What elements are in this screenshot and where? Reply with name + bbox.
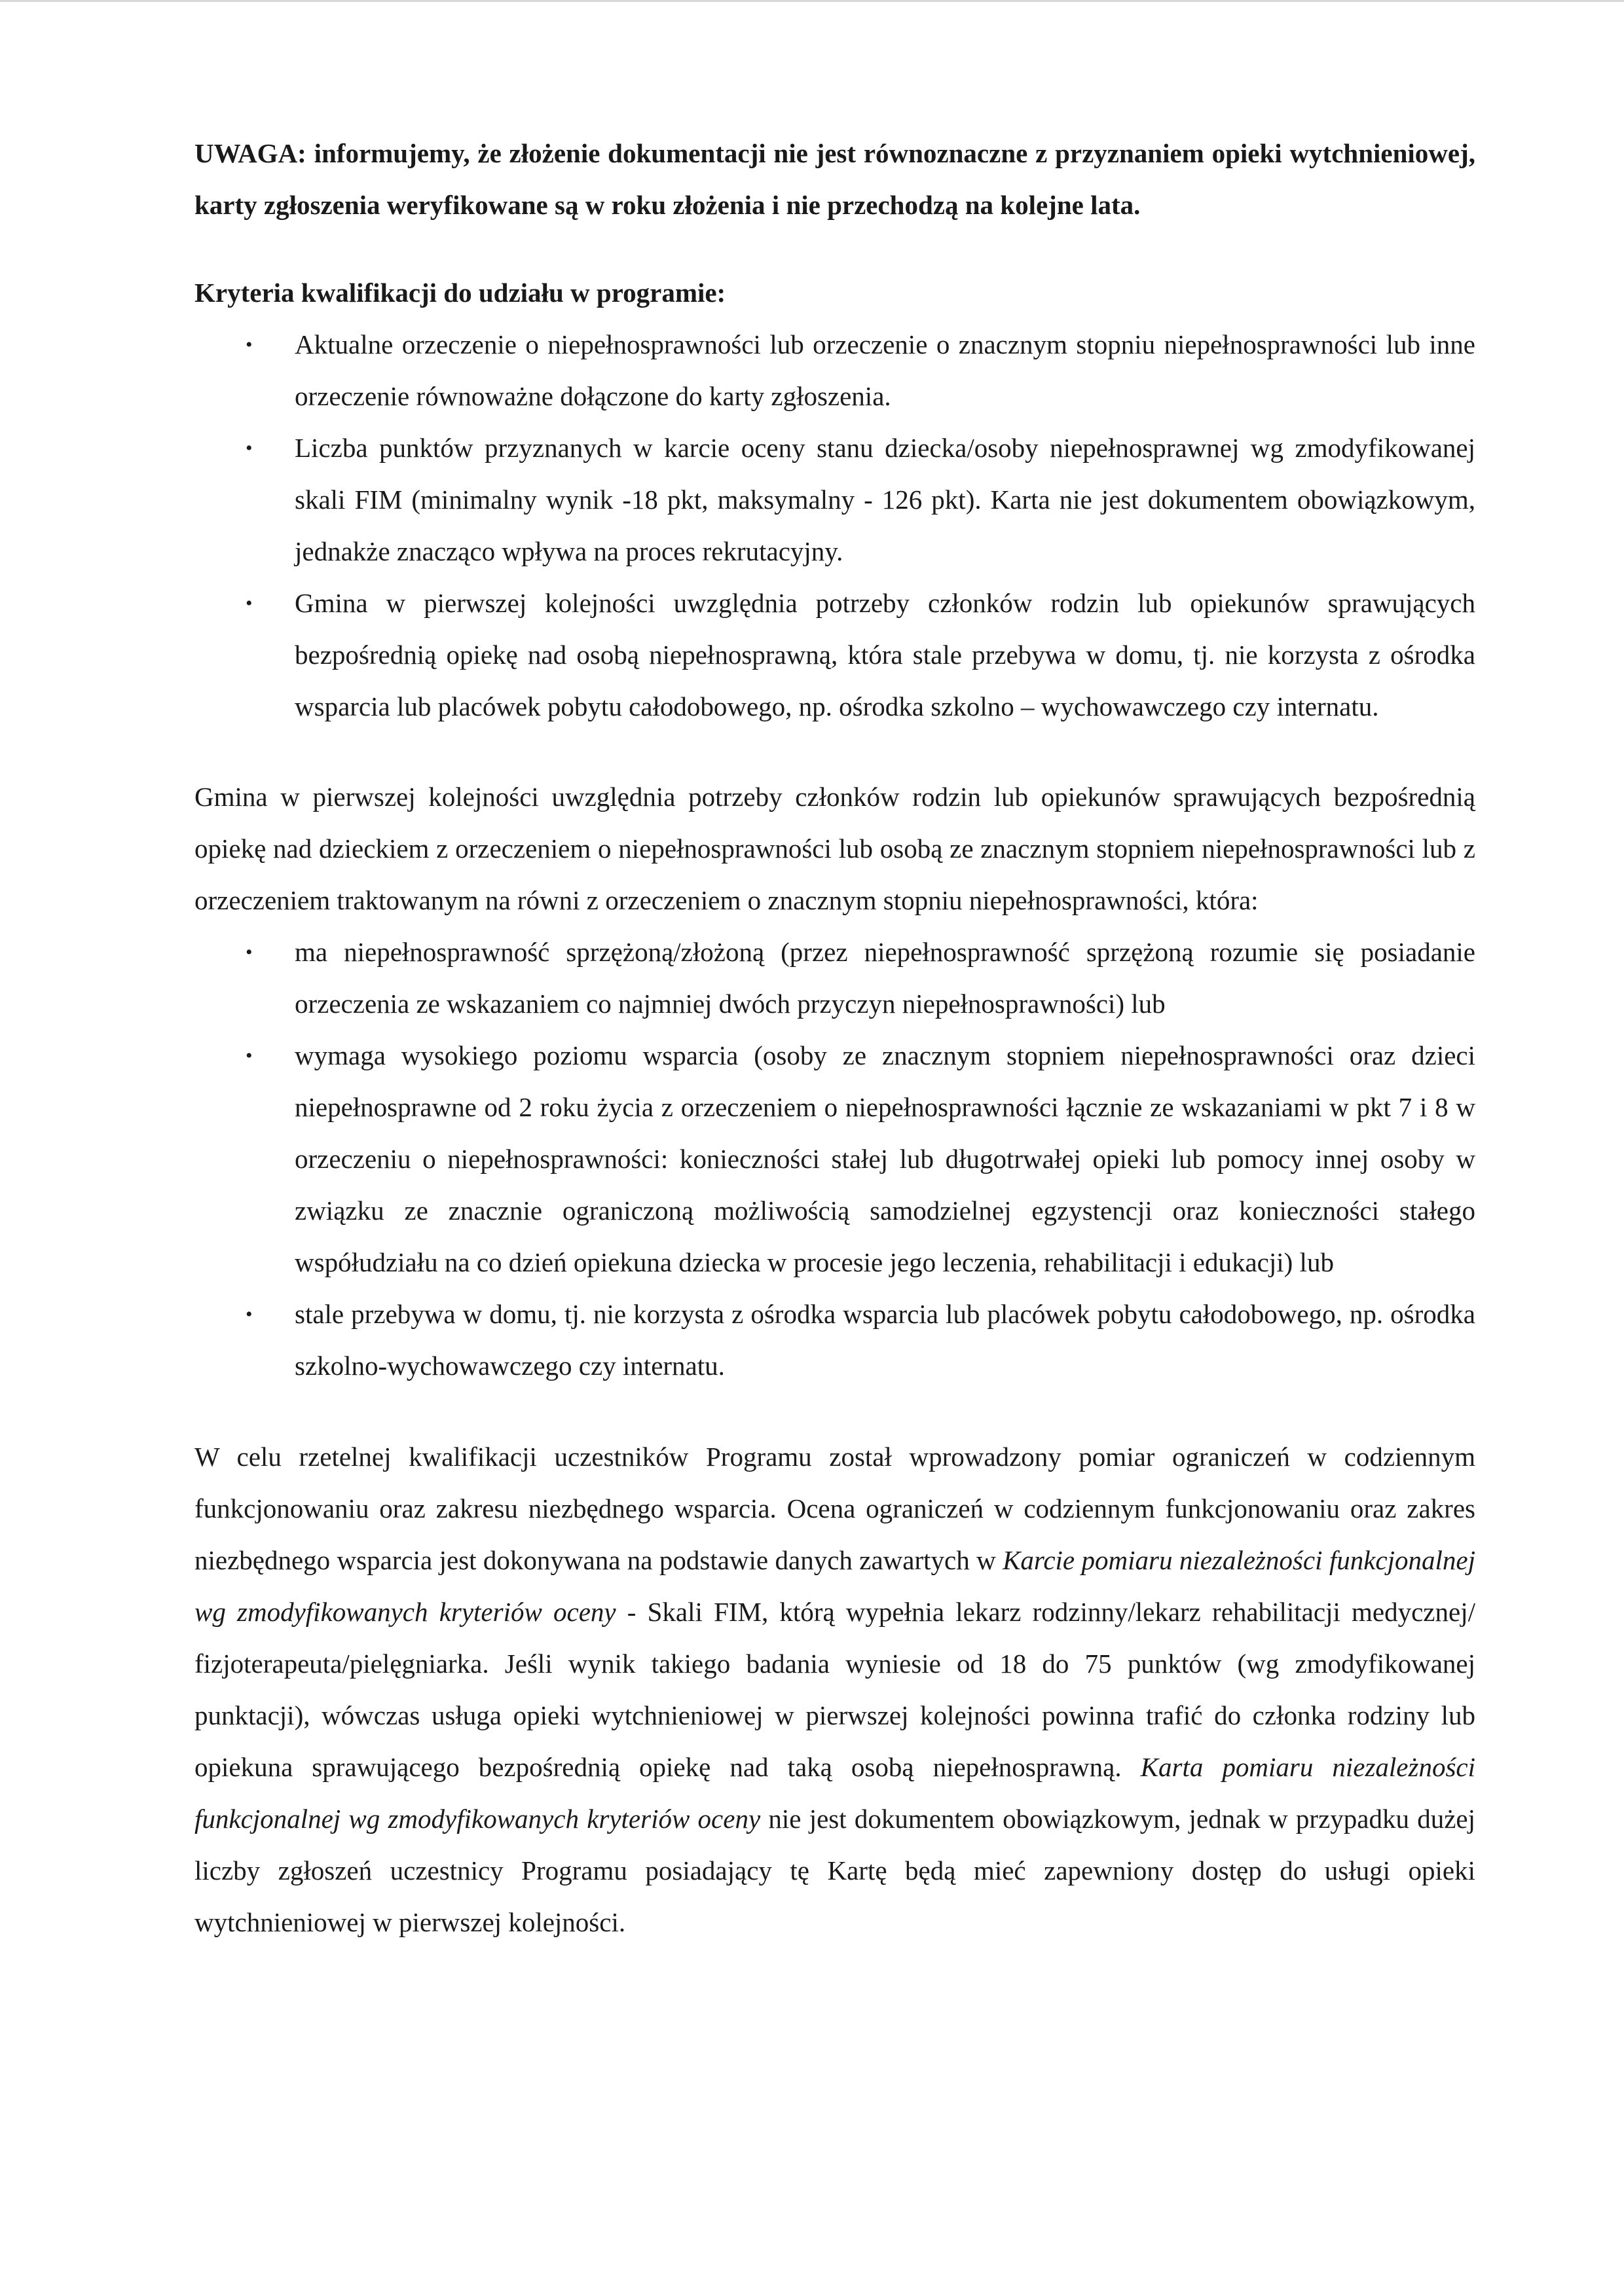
bullet-icon: • <box>246 334 253 355</box>
bullet-icon: • <box>246 1045 253 1066</box>
scan-edge <box>0 0 1624 2</box>
document-body <box>194 128 1475 1948</box>
criteria-item-text: Liczba punktów przyznanych w karcie oceny stanu dziecka/osoby niepełnosprawnej wg zmodyfikowanej skali FIM (minimalny wynik -18 pkt, maksymalny - 126 pkt). Karta nie jest dokumentem obowiązkowym, jednakże znacząco wpływa na proces rekrutacyjny. <box>295 433 1475 566</box>
criteria-item-text: Gmina w pierwszej kolejności uwzględnia potrzeby członków rodzin lub opiekunów sprawujących bezpośrednią opiekę nad osobą niepełnosprawną, która stale przebywa w domu, tj. nie korzysta z ośrodka wsparcia lub placówek pobytu całodobowego, np. ośrodka szkolno – wychowawczego czy internatu. <box>295 588 1475 721</box>
bullet-icon: • <box>246 941 253 963</box>
priority-item-text: stale przebywa w domu, tj. nie korzysta z ośrodka wsparcia lub placówek pobytu całodobowego, np. ośrodka szkolno-wychowawczego czy internatu. <box>295 1299 1475 1381</box>
criteria-list <box>194 319 1475 733</box>
bullet-icon: • <box>246 592 253 614</box>
list-item <box>194 577 1475 733</box>
list-item <box>194 926 1475 1030</box>
fim-card-title: Karcie pomiaru niezależności funkcjonalnej wg zmodyfikowanych kryteriów oceny <box>194 1545 1475 1627</box>
notice-paragraph: UWAGA: informujemy, że złożenie dokumentacji nie jest równoznaczne z przyznaniem opieki wytchnieniowej, karty zgłoszenia weryfikowane są w roku złożenia i nie przechodzą na kolejne lata. <box>194 138 1475 220</box>
assessment-text: W celu rzetelnej kwalifikacji uczestników Programu został wprowadzony pomiar ograniczeń w codziennym funkcjonowaniu oraz zakresu niezbędnego wsparcia. Ocena ograniczeń w codziennym funkcjonowaniu oraz zakres niezbędnego wsparcia jest dokonywana na podstawie danych zawartych w <box>194 1442 1475 1575</box>
assessment-text: - Skali FIM, którą wypełnia lekarz rodzinny/lekarz rehabilitacji medycznej/ fizjoterapeuta/pielęgniarka. Jeśli wynik takiego badania wyniesie od 18 do 75 punktów (wg zmodyfikowanej punktacji), wówczas usługa opieki wytchnieniowej w pierwszej kolejności powinna trafić do członka rodziny lub opiekuna sprawującego bezpośrednią opiekę nad taką osobą niepełnosprawną. <box>194 1597 1475 1782</box>
assessment-text: nie jest dokumentem obowiązkowym, jednak w przypadku dużej liczby zgłoszeń uczestnicy Programu posiadający tę Kartę będą mieć zapewniony dostęp do usługi opieki wytchnieniowej w pierwszej kolejności. <box>194 1804 1475 1937</box>
priority-item-text: ma niepełnosprawność sprzężoną/złożoną (przez niepełnosprawność sprzężoną rozumie się posiadanie orzeczenia ze wskazaniem co najmniej dwóch przyczyn niepełnosprawności) lub <box>295 937 1475 1019</box>
list-item <box>194 319 1475 422</box>
priority-list <box>194 926 1475 1392</box>
list-item <box>194 1288 1475 1392</box>
bullet-icon: • <box>246 437 253 459</box>
bullet-icon: • <box>246 1303 253 1325</box>
criteria-item-text: Aktualne orzeczenie o niepełnosprawności lub orzeczenie o znacznym stopniu niepełnosprawności lub inne orzeczenie równoważne dołączone do karty zgłoszenia. <box>295 329 1475 411</box>
criteria-heading: Kryteria kwalifikacji do udziału w programie: <box>194 278 726 308</box>
priority-intro: Gmina w pierwszej kolejności uwzględnia potrzeby członków rodzin lub opiekunów sprawujących bezpośrednią opiekę nad dzieckiem z orzeczeniem o niepełnosprawności lub osobą ze znacznym stopniem niepełnosprawności lub z orzeczeniem traktowanym na równi z orzeczeniem o znacznym stopniu niepełnosprawności, która: <box>194 782 1475 915</box>
list-item <box>194 1030 1475 1288</box>
list-item <box>194 422 1475 577</box>
fim-card-title: Karta pomiaru niezależności funkcjonalnej wg zmodyfikowanych kryteriów oceny <box>194 1752 1475 1834</box>
assessment-paragraph <box>194 1431 1475 1948</box>
priority-item-text: wymaga wysokiego poziomu wsparcia (osoby ze znacznym stopniem niepełnosprawności oraz dzieci niepełnosprawne od 2 roku życia z orzeczeniem o niepełnosprawności łącznie ze wskazaniami w pkt 7 i 8 w orzeczeniu o niepełnosprawności: konieczności stałej lub długotrwałej opieki lub pomocy innej osoby w związku ze znacznie ograniczoną możliwością samodzielnej egzystencji oraz konieczności stałego współudziału na co dzień opiekuna dziecka w procesie jego leczenia, rehabilitacji i edukacji) lub <box>295 1040 1475 1277</box>
